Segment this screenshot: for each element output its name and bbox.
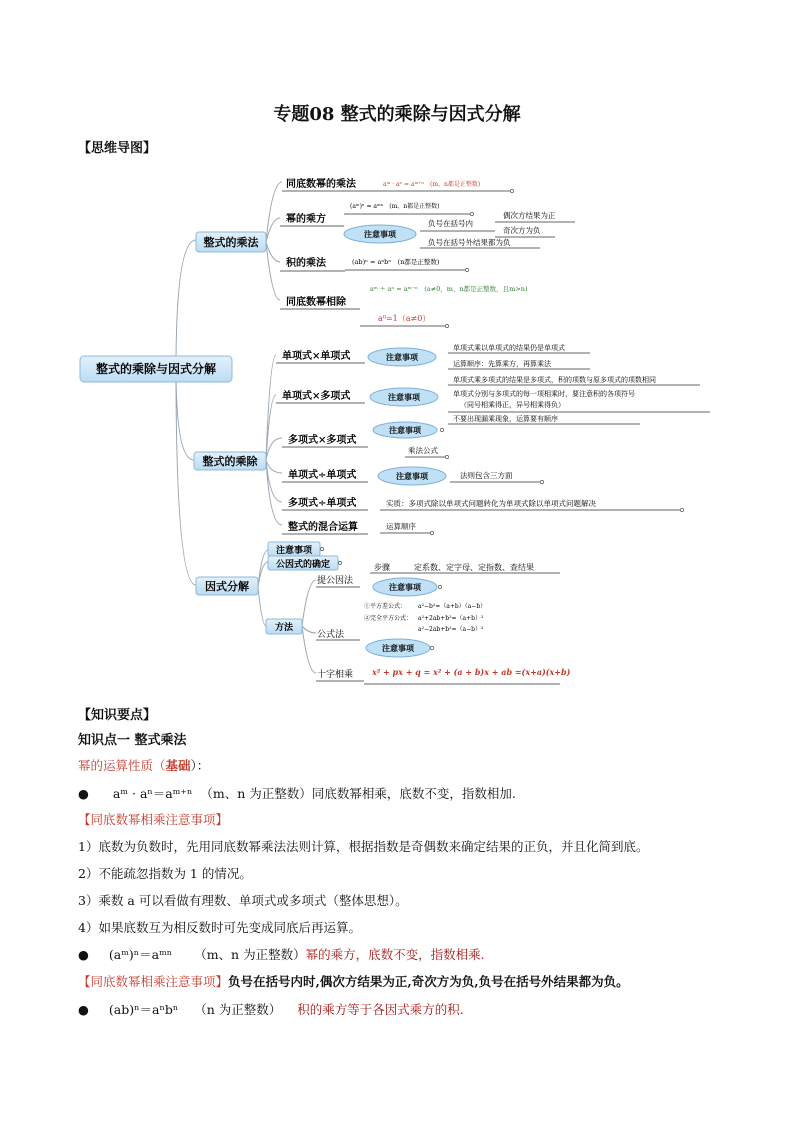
- mm-note-cloud-7: [366, 639, 430, 657]
- mm-k3-b-f2-label: ②完全平方公式：: [364, 615, 413, 622]
- mm-same-base-multiply-formula: aᵐ · aⁿ = aᵐ⁺ⁿ (m、n都是正整数): [383, 181, 481, 188]
- bullet-dot-icon: ●: [78, 947, 89, 962]
- mm-j2-c: 不要出现漏乘现象，运算要有顺序: [453, 415, 558, 423]
- note1-heading: 【同底数幂相乘注意事项】: [78, 812, 229, 827]
- mm-poly-div-mono: 多项式÷单项式: [288, 498, 357, 509]
- mm-same-base-multiply: 同底数幂的乘法: [286, 179, 356, 190]
- note-1: 1）底数为负数时，先用同底数幂乘法法则计算，根据指数是奇偶数来确定结果的正负，并且化简到底。: [78, 839, 649, 854]
- mind-map: [0, 160, 794, 720]
- mm-mono-times-mono: 单项式×单项式: [282, 351, 351, 362]
- kp1-sub-end: ）：: [190, 758, 210, 773]
- mm-j1-b: 运算顺序：先算乘方，再算乘法: [453, 360, 551, 368]
- mm-product-power-formula: (ab)ⁿ = aⁿbⁿ (n都是正整数): [352, 258, 440, 266]
- mm-minus-outside: 负号在括号外结果都为负: [428, 238, 511, 247]
- note-4: 4）如果底数互为相反数时可先变成同底后再运算。: [78, 920, 361, 935]
- note2-text: 负号在括号内时,偶次方结果为正,奇次方为负,负号在括号外结果都为负。: [228, 974, 629, 989]
- mm-j5-a: 实质：多项式除以单项式问题转化为单项式除以单项式问题解决: [386, 499, 596, 508]
- bullet2-cond: （m、n 为正整数）: [194, 947, 306, 962]
- bullet-1: [78, 784, 516, 802]
- mm-note-label: 注意事项: [389, 582, 421, 592]
- mm-note-label: 注意事项: [396, 471, 428, 481]
- mm-j2-b: 单项式分别与多项式的每一项相乘时，要注意积的各项符号: [453, 390, 635, 398]
- note-2: 2）不能疏忽指数为 1 的情况。: [78, 866, 252, 881]
- key-points-heading: 【知识要点】: [78, 708, 157, 723]
- mm-note-label: 注意事项: [364, 229, 396, 239]
- mm-note-label: 注意事项: [382, 643, 414, 653]
- mm-k1: 注意事项: [275, 546, 313, 556]
- mm-mono-div-mono: 单项式÷单项式: [288, 470, 357, 481]
- mm-j1-a: 单项式乘以单项式的结果仍是单项式: [453, 344, 565, 352]
- kp1-subtitle: [78, 756, 209, 774]
- bullet1-cond: （m、n 为正整数）: [200, 786, 312, 801]
- mm-j6-a: 运算顺序: [386, 522, 416, 531]
- kp1-sub-start: 幂的运算性质（: [78, 758, 166, 773]
- bullet-2: [78, 945, 485, 963]
- mm-mono-times-poly: 单项式×多项式: [282, 391, 351, 402]
- mm-note-label: 注意事项: [389, 425, 421, 435]
- mm-k3-a: 提公因法: [317, 576, 354, 586]
- bullet2-formula: (aᵐ)ⁿ＝aᵐⁿ: [108, 947, 173, 962]
- mm-branch-mult-div: 整式的乘除: [202, 455, 258, 468]
- mm-k3-a-step: 步骤: [374, 563, 390, 572]
- note2-heading: 【同底数幂相乘注意事项】: [78, 974, 229, 989]
- mm-k3-c-formula: x² + px + q = x² + (a + b)x + ab =(x+a)(x+b): [372, 667, 571, 677]
- mm-mixed-ops: 整式的混合运算: [288, 522, 358, 533]
- mm-k3-a-step-text: 定系数、定字母、定指数、查结果: [414, 563, 534, 572]
- mm-same-base-divide: 同底数幂相除: [286, 297, 346, 308]
- mm-k2: 公因式的确定: [275, 560, 331, 570]
- kp1-sub-bold: 基础: [165, 758, 191, 773]
- mm-k3-b-f1-label: ①平方差公式：: [364, 603, 407, 610]
- mm-k3-c: 十字相乘: [317, 670, 354, 680]
- mm-note-cloud-5: [378, 467, 446, 485]
- mm-j2-b2: （同号相乘得正，异号相乘得负）: [460, 401, 565, 409]
- mm-branch-multiplication: 整式的乘法: [203, 236, 259, 249]
- bullet-3: [78, 1000, 464, 1018]
- mm-note-cloud-1: [344, 225, 416, 243]
- mm-note-cloud-3: [370, 388, 438, 406]
- bullet-dot-icon: ●: [78, 786, 89, 801]
- bullet3-cond: （n 为正整数）: [194, 1002, 282, 1017]
- mm-odd-negative: 奇次方为负: [503, 226, 541, 235]
- bullet1-formula: aᵐ · aⁿ＝aᵐ⁺ⁿ: [112, 786, 193, 801]
- mm-j4-a: 法则包含三方面: [460, 471, 513, 480]
- mm-k3-b-f2: a²+2ab+b²=（a+b）²: [418, 615, 484, 622]
- mm-k3-b-f3: a²−2ab+b²=（a−b）²: [418, 626, 484, 633]
- bullet2-text: 幂的乘方，底数不变，指数相乘.: [305, 947, 485, 962]
- page-title: 专题08 整式的乘除与因式分解: [273, 104, 521, 125]
- mm-j3-a: 乘法公式: [408, 446, 438, 455]
- bullet1-text: 同底数幂相乘，底数不变，指数相加.: [311, 786, 516, 801]
- mm-root: 整式的乘除与因式分解: [95, 362, 217, 376]
- mm-j2-a: 单项式乘多项式的结果是多项式，积的项数与原多项式的项数相同: [453, 376, 656, 384]
- mm-note-cloud-2: [368, 348, 436, 366]
- mm-note-cloud-6: [373, 578, 437, 596]
- mm-even-positive: 偶次方结果为正: [503, 211, 556, 220]
- mm-same-base-divide-formula: aᵐ ÷ aⁿ = aᵐ⁻ⁿ (a≠0，m、n都是正整数，且m>n): [370, 285, 528, 293]
- mm-minus-inside: 负号在括号内: [428, 219, 473, 228]
- note2-line: [78, 972, 629, 990]
- mm-note-label: 注意事项: [388, 392, 420, 402]
- mm-note-label: 注意事项: [386, 352, 418, 362]
- mm-zero-power: a⁰=1（a≠0）: [378, 314, 431, 323]
- bullet3-formula: (ab)ⁿ＝aⁿbⁿ: [108, 1002, 179, 1017]
- kp1-title: 知识点一 整式乘法: [78, 733, 187, 748]
- mm-poly-times-poly: 多项式×多项式: [288, 435, 357, 446]
- mm-note-cloud-4: [373, 422, 437, 438]
- mm-k3-b-f1: a²−b²=（a+b）（a−b）: [418, 603, 487, 610]
- mm-product-power: 积的乘法: [286, 258, 326, 269]
- mm-k3: 方法: [274, 623, 294, 633]
- note-3: 3）乘数 a 可以看做有理数、单项式或多项式（整体思想）。: [78, 893, 408, 908]
- mm-branch-factorization: 因式分解: [205, 580, 249, 593]
- mm-power-of-power-formula: (aᵐ)ⁿ = aᵐⁿ (m、n都是正整数): [350, 203, 440, 210]
- mm-k3-b: 公式法: [317, 630, 345, 640]
- bullet3-text: 积的乘方等于各因式乘方的积.: [297, 1002, 464, 1017]
- mm-power-of-power: 幂的乘方: [286, 214, 326, 225]
- bullet-dot-icon: ●: [78, 1002, 89, 1017]
- mindmap-heading: 【思维导图】: [78, 141, 157, 156]
